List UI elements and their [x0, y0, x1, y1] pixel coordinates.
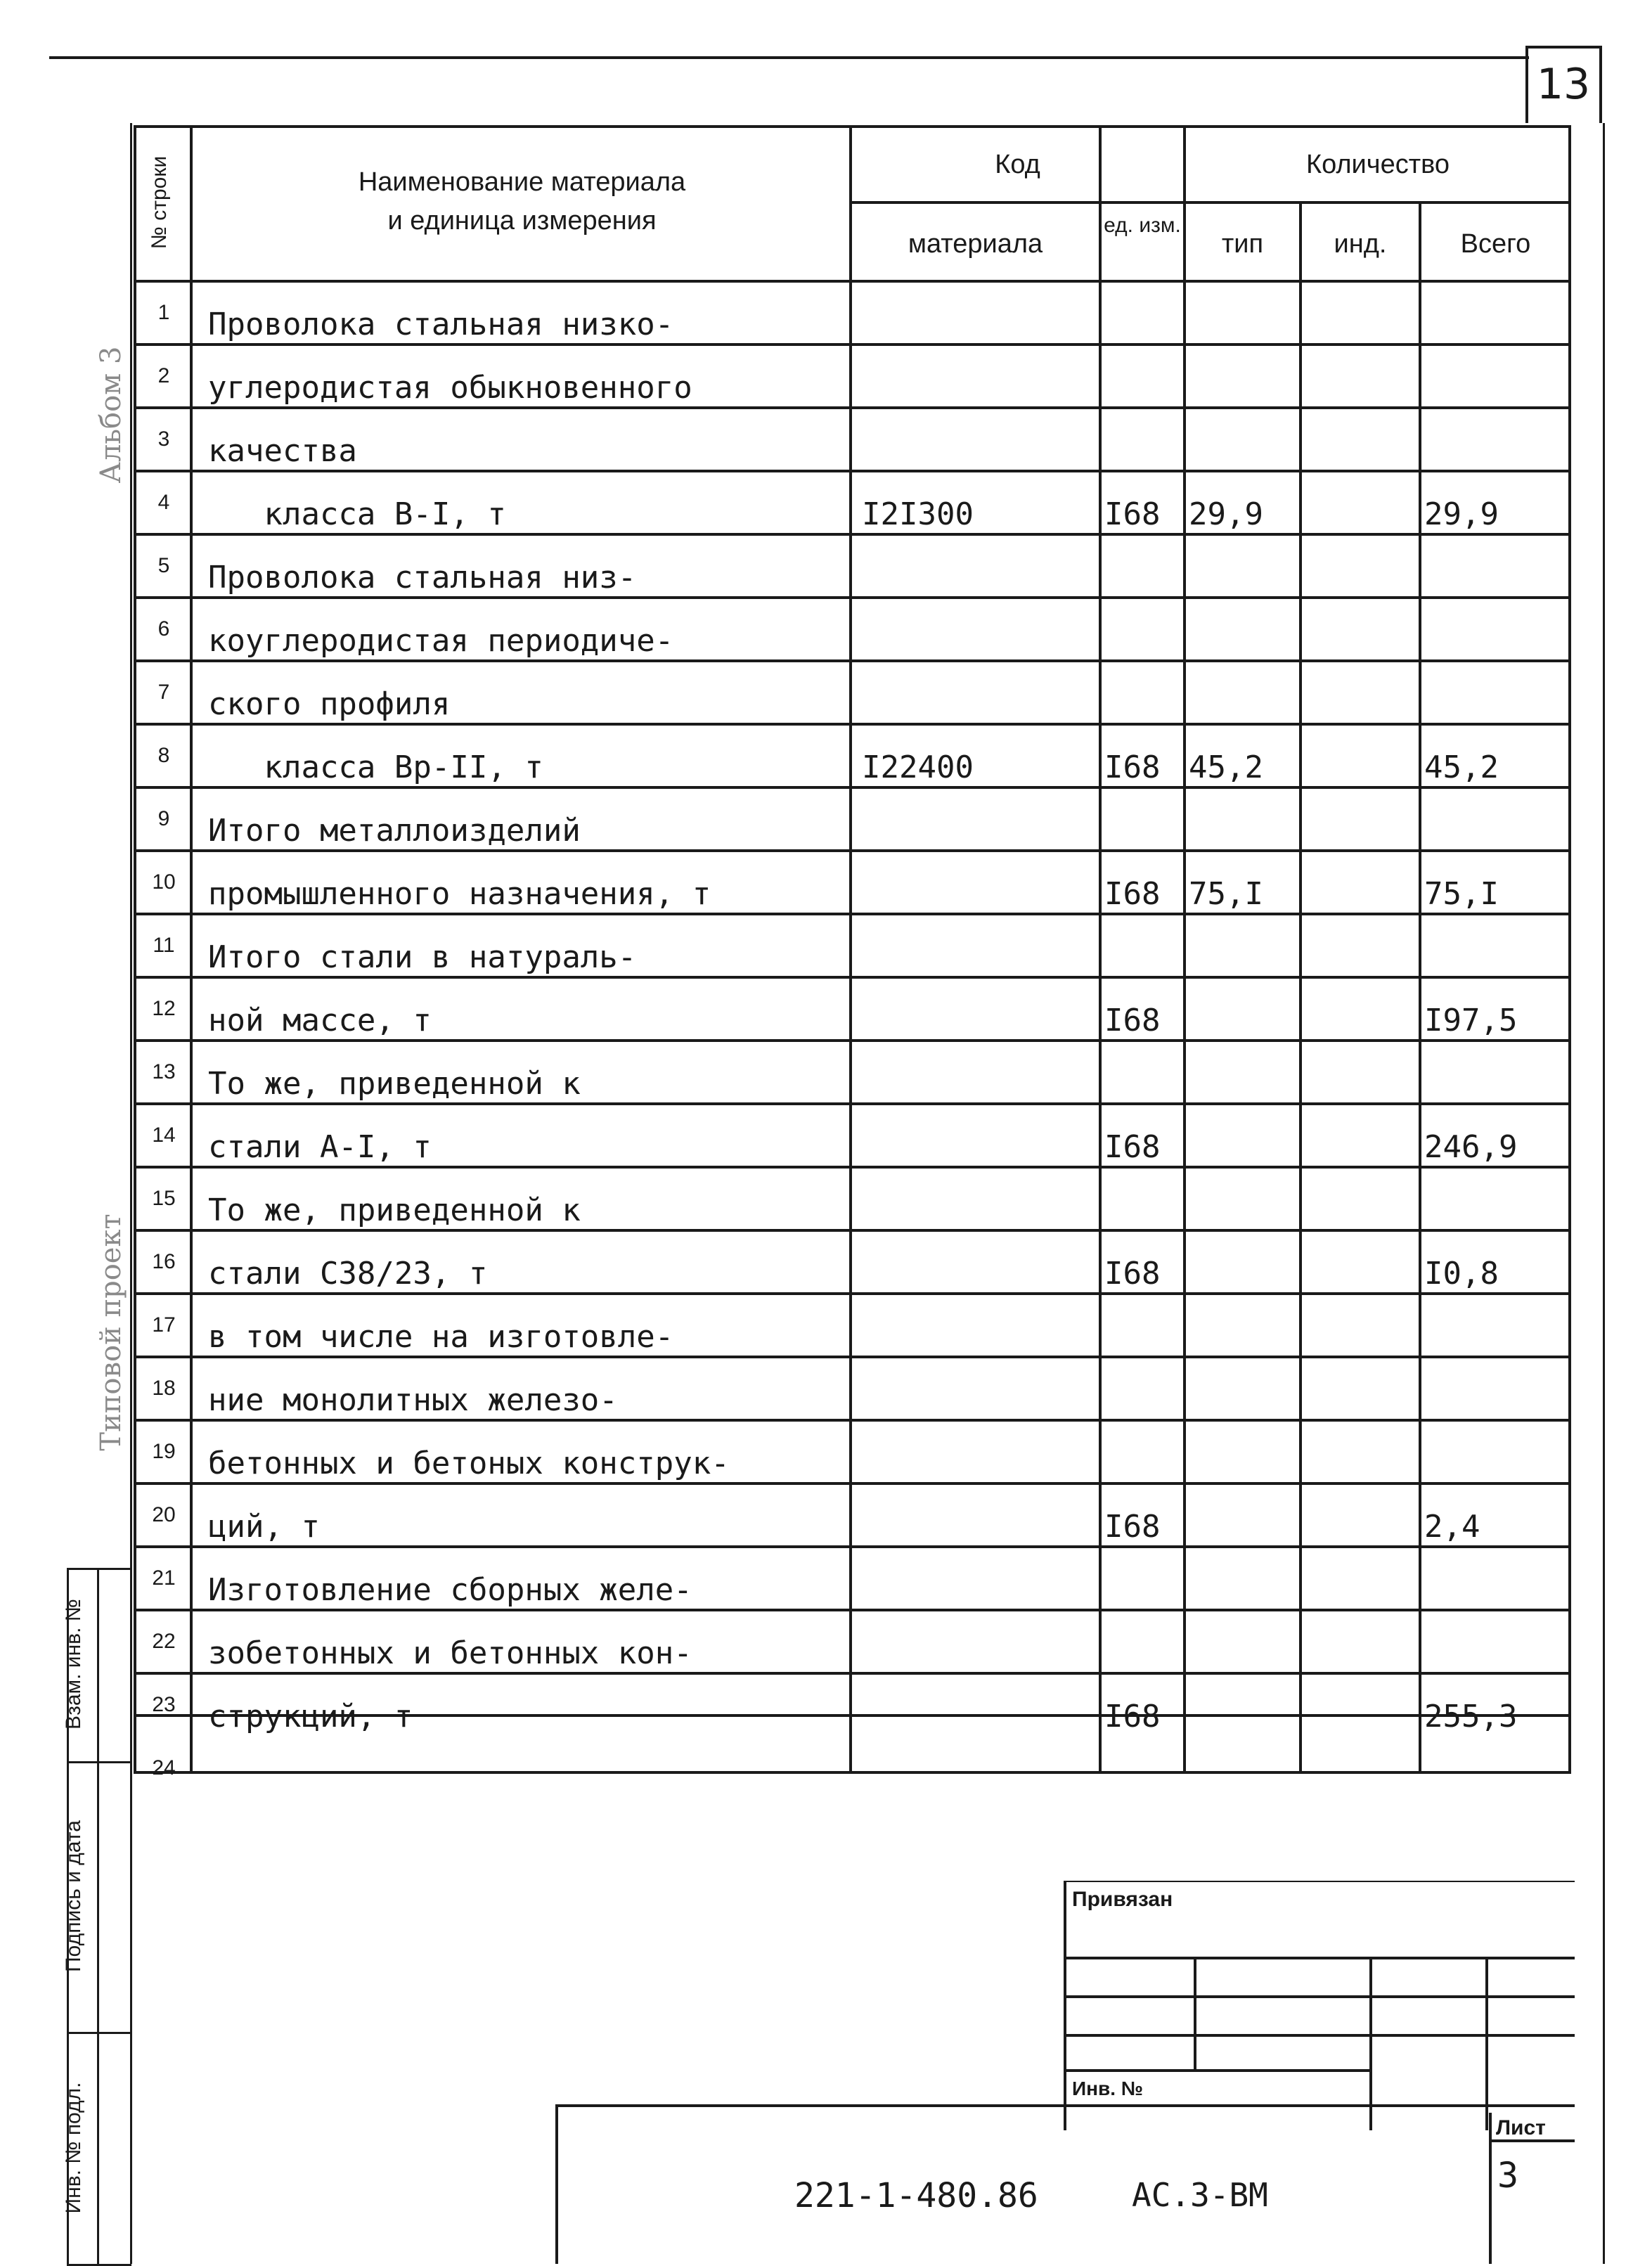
row-number: 14 [152, 1124, 176, 1147]
row-number: 12 [152, 997, 176, 1020]
qty-total: 2,4 [1424, 1509, 1480, 1545]
row-number: 11 [153, 934, 175, 957]
row-number: 20 [152, 1503, 176, 1526]
top-rule [49, 56, 1529, 59]
qty-total: I97,5 [1424, 1003, 1518, 1038]
inv-no-label: Инв. № [1072, 2078, 1144, 2099]
title-block [555, 1881, 1575, 2264]
unit-code: I68 [1104, 876, 1161, 912]
margin-block-sep1 [67, 1761, 131, 1763]
table-row [134, 408, 1571, 471]
row-number-header: № строки [148, 155, 171, 250]
unit-code: I68 [1104, 1509, 1161, 1545]
row-number: 18 [152, 1377, 176, 1400]
row-number: 19 [152, 1440, 176, 1463]
material-name: стали А-I, т [208, 1129, 432, 1165]
row-number: 3 [157, 427, 170, 451]
qty-type: 45,2 [1189, 749, 1263, 785]
table-row [134, 1737, 1571, 1779]
row-number: 17 [152, 1313, 176, 1337]
table-row [134, 471, 1571, 534]
material-name: Проволока стальная низ- [208, 560, 637, 596]
table-row [134, 534, 1571, 598]
row-number: 21 [152, 1566, 176, 1590]
table-row [134, 787, 1571, 851]
qty-ind-header: инд. [1334, 229, 1387, 259]
material-name: в том числе на изготовле- [208, 1319, 674, 1355]
row-number: 15 [152, 1187, 176, 1210]
material-name: То же, приведенной к [208, 1192, 581, 1228]
album-stamp: Альбом 3 [95, 346, 127, 484]
title-block-grid [555, 1881, 1575, 2264]
table-row [134, 1547, 1571, 1610]
unit-code: I68 [1104, 749, 1161, 785]
material-name: Итого стали в натураль- [208, 939, 637, 975]
material-name: класса Вр-II, т [208, 749, 543, 785]
qty-total-header: Всего [1460, 229, 1531, 259]
code-header: Код [995, 150, 1040, 179]
qty-type: 29,9 [1189, 496, 1263, 532]
qty-total: 246,9 [1424, 1129, 1518, 1165]
project-stamp: Типовой проект [95, 1214, 127, 1451]
material-name: струкций, т [208, 1699, 413, 1734]
table-row [134, 661, 1571, 724]
sheet-number: 3 [1497, 2155, 1519, 2196]
qty-total: I0,8 [1424, 1256, 1499, 1292]
table-row [134, 914, 1571, 977]
material-name: Изготовление сборных желе- [208, 1572, 692, 1608]
material-code: I2I300 [862, 496, 974, 532]
qty-total: 45,2 [1424, 749, 1499, 785]
table-row [134, 1104, 1571, 1167]
margin-block-sep2 [67, 2032, 131, 2034]
material-name: Итого металлоизделий [208, 813, 581, 849]
material-name: То же, приведенной к [208, 1066, 581, 1102]
page-number-box-top [1525, 46, 1601, 49]
material-name: стали С38/23, т [208, 1256, 488, 1292]
row-number: 9 [157, 807, 170, 830]
table-row [134, 724, 1571, 787]
vzam-label: Взам. инв. № [62, 1599, 85, 1730]
inv-podl-label: Инв. № подл. [62, 2082, 85, 2214]
qty-total: 29,9 [1424, 496, 1499, 532]
table-row [134, 1167, 1571, 1230]
material-name: ского профиля [208, 686, 451, 722]
table-row [134, 977, 1571, 1041]
page-number: 13 [1536, 60, 1591, 109]
material-name: ние монолитных железо- [208, 1382, 618, 1418]
row-number: 7 [157, 681, 170, 704]
row-number: 1 [157, 301, 170, 324]
material-code: I22400 [862, 749, 974, 785]
sheet-label: Лист [1496, 2116, 1546, 2139]
table-row [134, 1673, 1571, 1737]
material-name: качества [208, 433, 357, 469]
unit-header: ед. изм. [1104, 214, 1181, 237]
table-row [134, 1041, 1571, 1104]
qty-total: 255,3 [1424, 1699, 1518, 1734]
material-name: ций, т [208, 1509, 320, 1545]
unit-code: I68 [1104, 1699, 1161, 1734]
row-number: 10 [152, 870, 176, 894]
row-number: 4 [157, 491, 170, 514]
table-row [134, 345, 1571, 408]
material-name: ной массе, т [208, 1003, 432, 1038]
row-number: 23 [152, 1693, 176, 1716]
table-row [134, 598, 1571, 661]
materials-table [134, 125, 1571, 1779]
table-row [134, 1294, 1571, 1357]
qty-type-header: тип [1221, 229, 1264, 259]
row-number: 22 [152, 1630, 176, 1653]
row-number: 6 [157, 617, 170, 640]
material-name: бетонных и бетоных конструк- [208, 1446, 730, 1481]
table-row [134, 1357, 1571, 1420]
table-row [134, 1610, 1571, 1673]
margin-line [130, 123, 132, 2264]
qty-type: 75,I [1189, 876, 1263, 912]
row-number: 2 [157, 364, 170, 387]
table-row [134, 851, 1571, 914]
material-name: класса В-I, т [208, 496, 506, 532]
name-header-line2: и единица измерения [387, 206, 657, 236]
right-frame [1603, 123, 1605, 2264]
table-row [134, 1230, 1571, 1294]
row-number: 5 [157, 554, 170, 577]
row-number: 8 [157, 744, 170, 767]
unit-code: I68 [1104, 1003, 1161, 1038]
privyazan-label: Привязан [1072, 1888, 1173, 1911]
material-name: зобетонных и бетонных кон- [208, 1635, 692, 1671]
qty-total: 75,I [1424, 876, 1499, 912]
quantity-header: Количество [1305, 150, 1450, 179]
code-material-header: материала [908, 229, 1043, 259]
document-code: 221-1-480.86 [794, 2176, 1038, 2215]
row-number: 13 [152, 1060, 176, 1083]
margin-block-top [67, 1568, 131, 1570]
material-name: коуглеродистая периодиче- [208, 623, 674, 659]
row-number: 16 [152, 1250, 176, 1273]
table-row [134, 281, 1571, 345]
material-name: Проволока стальная низко- [208, 307, 674, 342]
row-number: 24 [152, 1756, 176, 1779]
unit-code: I68 [1104, 1129, 1161, 1165]
document-mark: АС.3-ВМ [1132, 2176, 1268, 2214]
margin-line-mid [97, 1568, 99, 2264]
table-row [134, 1420, 1571, 1483]
unit-code: I68 [1104, 1256, 1161, 1292]
material-name: промышленного назначения, т [208, 876, 711, 912]
table-row [134, 1483, 1571, 1547]
unit-code: I68 [1104, 496, 1161, 532]
material-name: углеродистая обыкновенного [208, 370, 692, 406]
signature-label: Подпись и дата [62, 1820, 85, 1972]
name-header-line1: Наименование материала [358, 167, 686, 197]
